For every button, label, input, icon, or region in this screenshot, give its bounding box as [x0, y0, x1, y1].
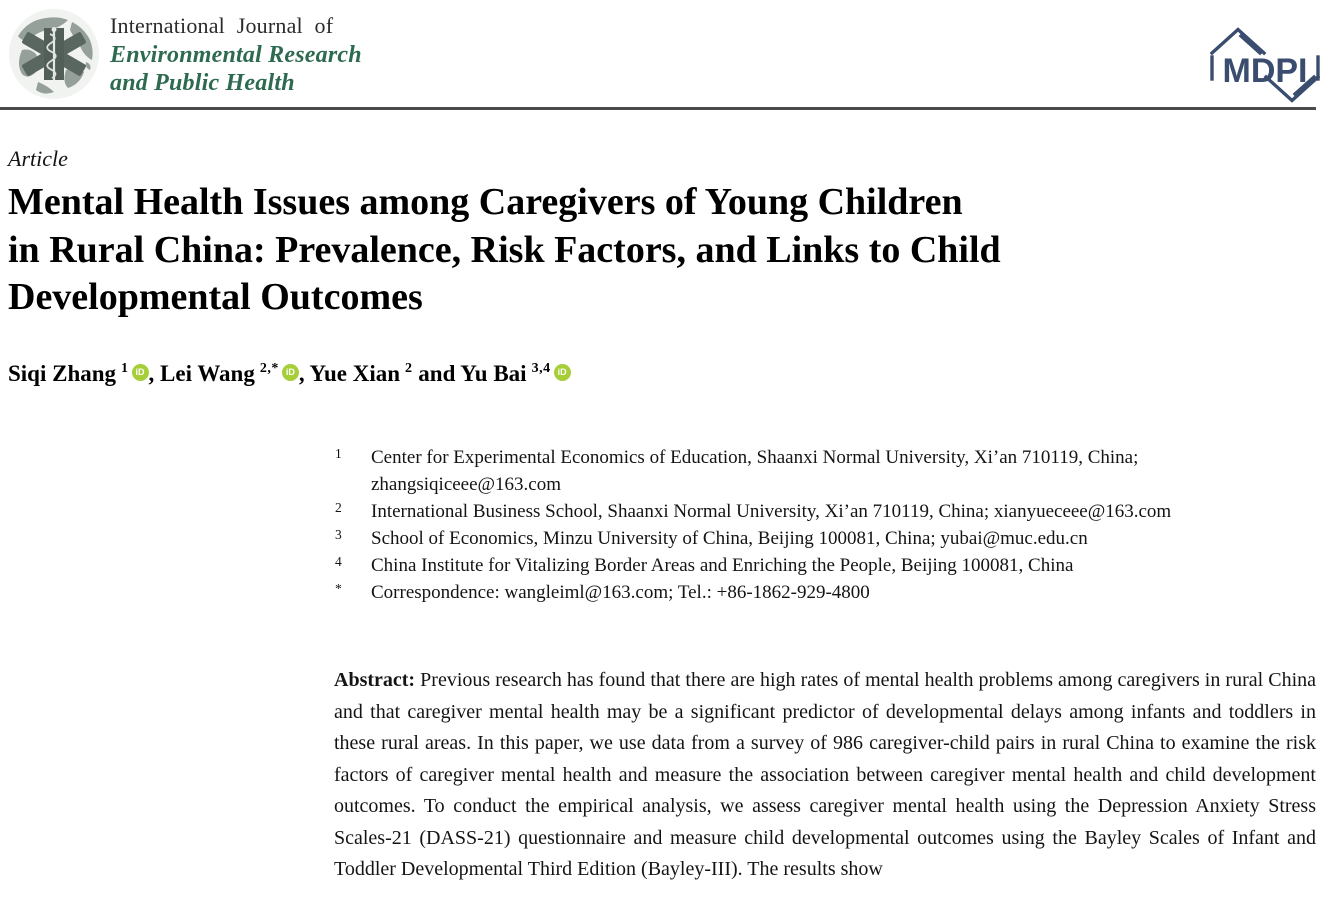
- affiliation-row: [330, 444, 1298, 498]
- affiliation-text: China Institute for Vitalizing Border Areas and Enriching the People, Beijing 100081, China: [371, 555, 1074, 576]
- journal-name-line-1: International Journal of: [110, 13, 334, 38]
- abstract-label: Abstract:: [334, 669, 416, 691]
- orcid-icon[interactable]: iD: [132, 364, 149, 381]
- article-type-label: Article: [8, 146, 68, 171]
- orcid-icon[interactable]: iD: [554, 364, 571, 381]
- affiliation-row: [330, 552, 1298, 579]
- author-affiliation-sup: 2,*: [259, 361, 279, 377]
- affiliation-text: School of Economics, Minzu University of China, Beijing 100081, China; yubai@muc.edu.cn: [371, 528, 1088, 549]
- affiliation-marker: 1: [335, 446, 342, 461]
- affiliation-text: International Business School, Shaanxi Normal University, Xi’an 710119, China; xianyueceee@163.com: [371, 501, 1172, 522]
- orcid-icon[interactable]: iD: [282, 364, 299, 381]
- author-name: Yu Bai: [460, 361, 527, 386]
- affiliation-text: Center for Experimental Economics of Education, Shaanxi Normal University, Xi’an 710119, China; zhangsiqiceee@163.com: [371, 447, 1139, 495]
- journal-name-line-3: and Public Health: [110, 70, 295, 96]
- author: , Yue Xian $^2$: [298, 361, 413, 386]
- affiliation-marker: 4: [335, 554, 342, 569]
- title-line-3: Developmental Outcomes: [8, 276, 423, 318]
- globe-star-of-life-icon: [8, 8, 100, 100]
- author-name: Siqi Zhang: [8, 361, 117, 386]
- affiliation-marker: 2: [335, 500, 342, 515]
- journal-name-line-2: Environmental Research: [110, 42, 362, 68]
- affiliation-text: Correspondence: wangleiml@163.com; Tel.: +86-1862-929-4800: [371, 582, 870, 603]
- header-divider: [0, 107, 1316, 110]
- affiliation-marker: *: [335, 581, 342, 596]
- journal-globe-logo: [8, 8, 100, 100]
- title-line-1: Mental Health Issues among Caregivers of Young Children: [8, 181, 963, 223]
- affiliation-row: [330, 525, 1298, 552]
- author-affiliation-sup: 2: [405, 361, 413, 377]
- title-line-2: in Rural China: Prevalence, Risk Factors, and Links to Child: [8, 228, 1001, 271]
- author: and Yu Bai $^{3,4}$ iD: [413, 361, 571, 386]
- affiliation-marker: 3: [335, 527, 342, 542]
- journal-name: [110, 13, 362, 97]
- authors-line: [8, 361, 571, 387]
- author-name: Yue Xian: [309, 361, 401, 386]
- affiliation-row: [330, 498, 1298, 525]
- author-affiliation-sup: 3,4: [531, 361, 551, 377]
- author: , Lei Wang $^{2,*}$ iD: [149, 361, 299, 386]
- mdpi-logo-text: MDPI: [1222, 52, 1308, 90]
- author: [8, 361, 149, 386]
- mdpi-hexagon-icon: [1210, 26, 1320, 104]
- abstract: [334, 665, 1316, 886]
- author-affiliation-sup: 1: [121, 361, 129, 377]
- abstract-text: Previous research has found that there are high rates of mental health problems among caregivers in rural China and that caregiver mental health may be a significant predictor of developmental delays among infants and toddlers in these rural areas. In this paper, we use data from a survey of 986 caregiver-child pairs in rural China to examine the risk factors of caregiver mental health and measure the association between caregiver mental health and child development outcomes. To conduct the empirical analysis, we assess caregiver mental health using the Depression Anxiety Stress Scales-21 (DASS-21) questionnaire and measure child developmental outcomes using the Bayley Scales of Infant and Toddler Developmental Third Edition (Bayley-III). The results show: [334, 669, 1317, 880]
- affiliations-list: [330, 444, 1298, 606]
- affiliation-row: [330, 579, 1298, 606]
- page-title: [8, 179, 1313, 322]
- author-name: Lei Wang: [160, 361, 255, 386]
- mdpi-logo: [1210, 26, 1320, 104]
